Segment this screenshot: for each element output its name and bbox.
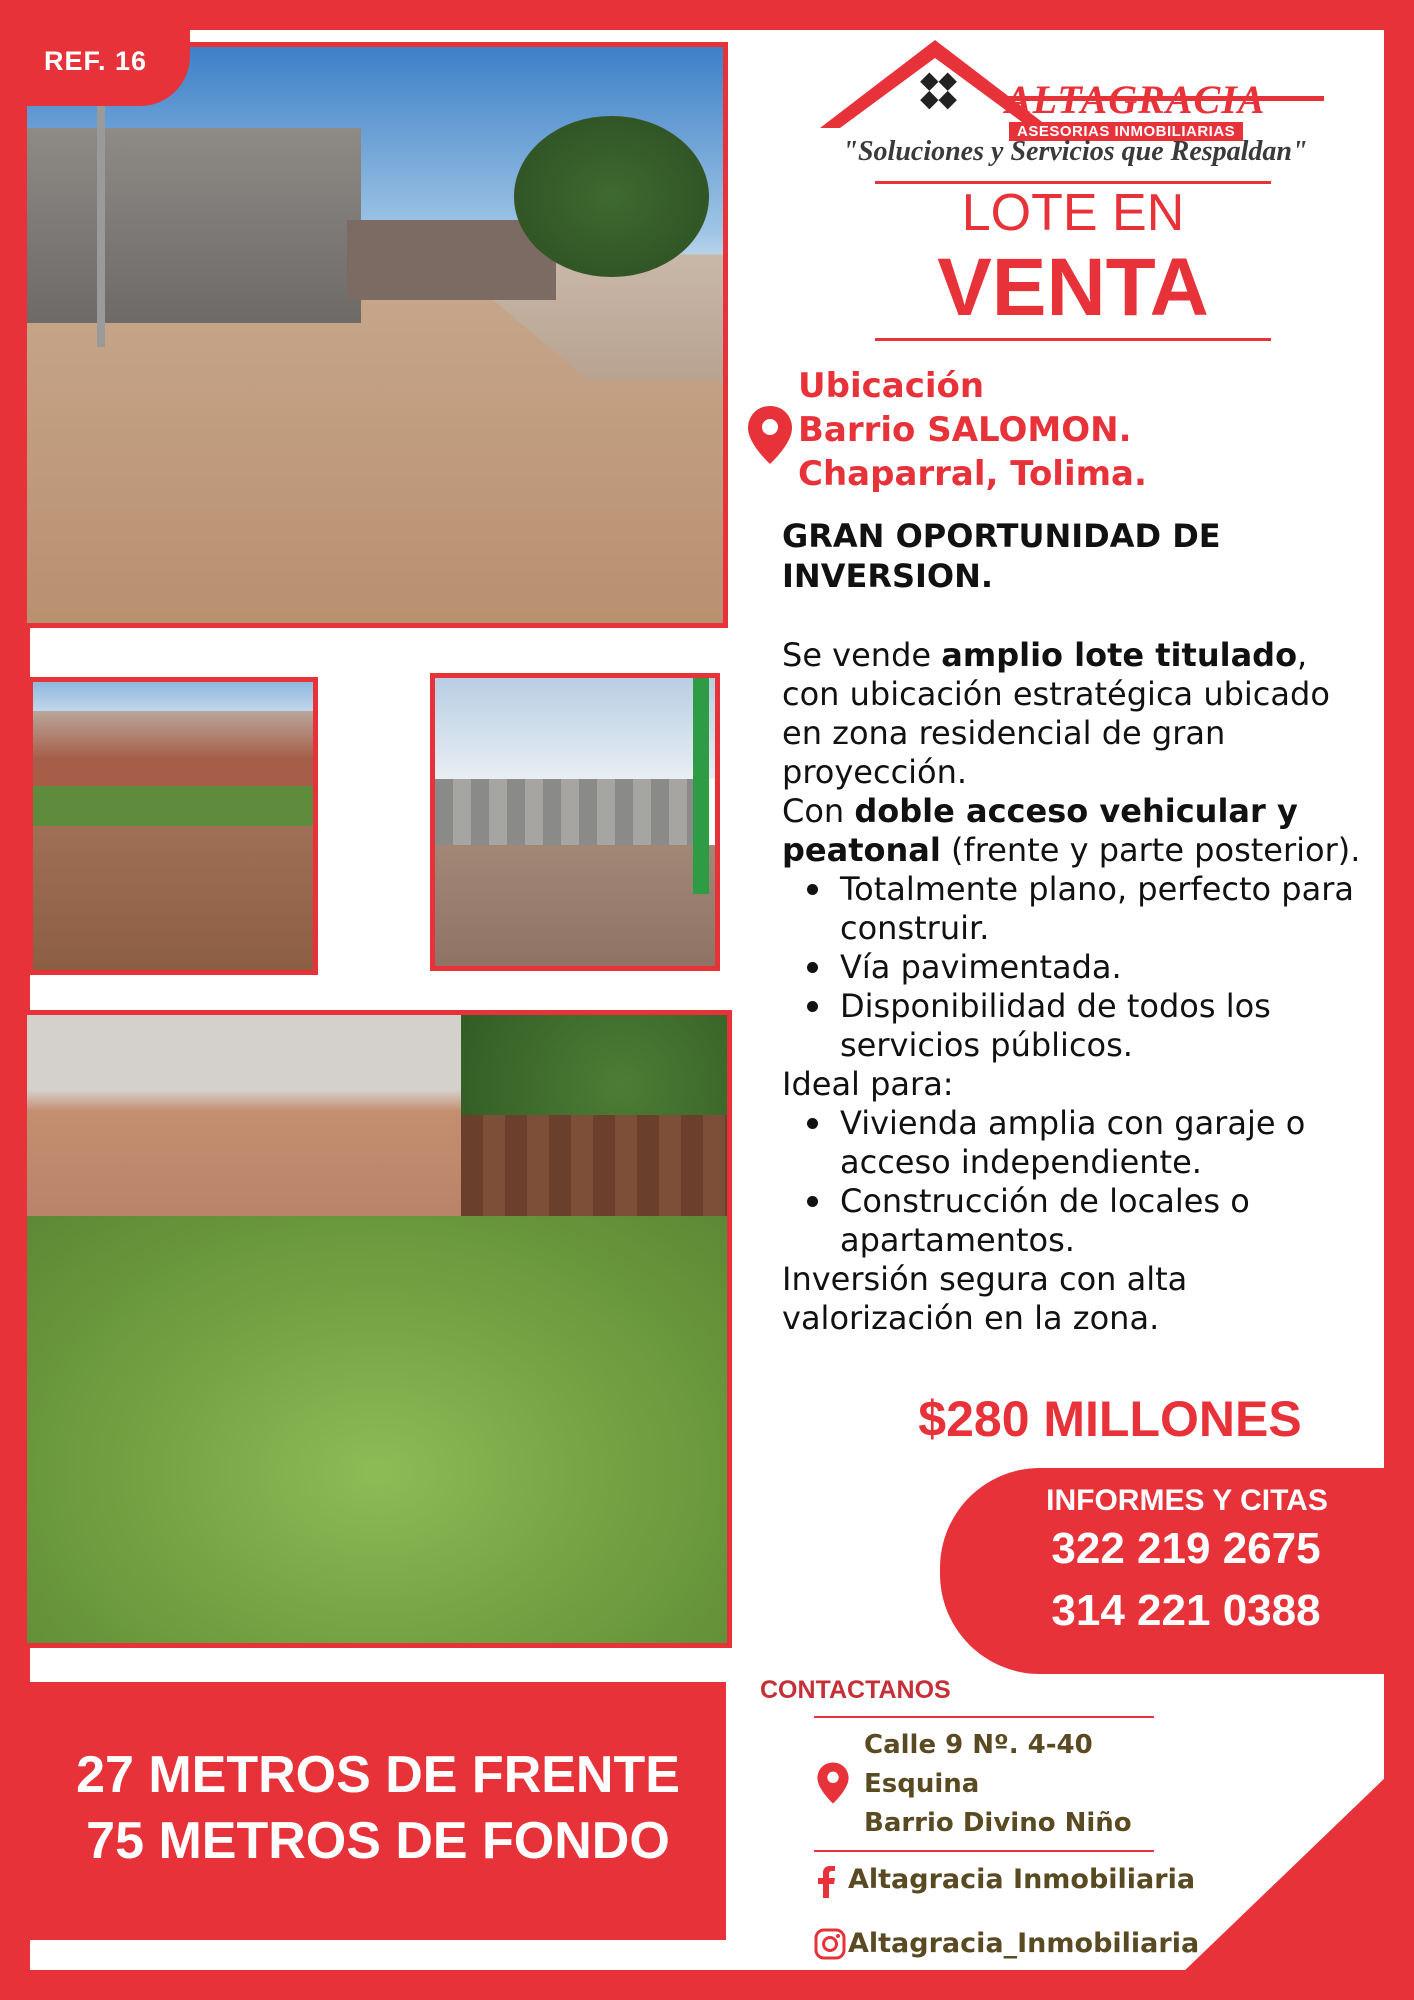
list-item: Construcción de locales o apartamentos. bbox=[782, 1182, 1362, 1260]
location-line1: Barrio SALOMON. bbox=[798, 410, 1132, 450]
logo-slogan: "Soluciones y Servicios que Respaldan" bbox=[842, 136, 1308, 167]
text: Se vende bbox=[782, 636, 942, 674]
lot-photo-wall bbox=[28, 677, 318, 975]
list-item: Vía pavimentada. bbox=[782, 948, 1362, 987]
dimension-depth: 75 METROS DE FONDO bbox=[86, 1812, 670, 1870]
instagram-icon[interactable] bbox=[814, 1928, 846, 1960]
logo-subtitle: ASESORIAS INMOBILIARIAS bbox=[1009, 122, 1243, 141]
location-block bbox=[798, 364, 1147, 496]
dimension-front: 27 METROS DE FRENTE bbox=[76, 1746, 680, 1804]
instagram-link[interactable]: Altagracia_Inmobiliaria bbox=[848, 1928, 1200, 1959]
address-line: Calle 9 Nº. 4-40 bbox=[864, 1730, 1093, 1760]
phone-link[interactable]: 314 221 0388 bbox=[1051, 1586, 1321, 1635]
facebook-link[interactable]: Altagracia Inmobiliaria bbox=[848, 1864, 1196, 1895]
contact-title: CONTACTANOS bbox=[760, 1676, 951, 1704]
diamond-logo-icon bbox=[920, 73, 957, 110]
features-list bbox=[782, 870, 1362, 1065]
text: (frente y parte posterior). bbox=[940, 831, 1361, 869]
lot-photo-fence bbox=[430, 673, 720, 971]
informes-title: INFORMES Y CITAS bbox=[1046, 1484, 1328, 1517]
description bbox=[782, 516, 1362, 1338]
description-closing: Inversión segura con alta valorización en la zona. bbox=[782, 1260, 1188, 1337]
list-item: Disponibilidad de todos los servicios públicos. bbox=[782, 987, 1362, 1065]
main-lot-photo bbox=[22, 42, 728, 628]
ideal-label: Ideal para: bbox=[782, 1065, 954, 1103]
informes-panel bbox=[940, 1468, 1414, 1674]
headline-venta: VENTA bbox=[937, 242, 1209, 333]
list-item: Vivienda amplia con garaje o acceso independiente. bbox=[782, 1104, 1362, 1182]
list-item: Totalmente plano, perfecto para construir. bbox=[782, 870, 1362, 948]
description-p2 bbox=[782, 792, 1362, 870]
text-bold: amplio lote titulado bbox=[941, 636, 1298, 674]
address-block bbox=[864, 1726, 1132, 1843]
price: $280 MILLONES bbox=[918, 1391, 1302, 1447]
address-line: Barrio Divino Niño bbox=[864, 1808, 1132, 1838]
description-lead: GRAN OPORTUNIDAD DE INVERSION. bbox=[782, 517, 1221, 595]
logo-name: ALTAGRACIA bbox=[1005, 77, 1266, 122]
phone-link[interactable]: 322 219 2675 bbox=[1051, 1524, 1321, 1573]
text-bold: doble acceso vehicular y peatonal bbox=[782, 792, 1298, 869]
divider bbox=[814, 1850, 1154, 1852]
text: Con bbox=[782, 792, 855, 830]
address-line: Esquina bbox=[864, 1769, 980, 1799]
location-label: Ubicación bbox=[798, 366, 985, 406]
location-pin-icon bbox=[746, 404, 794, 466]
facebook-icon[interactable] bbox=[816, 1866, 836, 1898]
location-line2: Chaparral, Tolima. bbox=[798, 454, 1147, 494]
reference-tag: REF. 16 bbox=[0, 0, 190, 106]
lot-photo-grass bbox=[22, 1010, 732, 1648]
dimensions-panel bbox=[30, 1682, 726, 1940]
description-p1 bbox=[782, 636, 1362, 792]
company-logo bbox=[815, 36, 1325, 176]
divider bbox=[875, 338, 1271, 341]
text: , con ubicación estratégica ubicado en zona residencial de gran proyección. bbox=[782, 636, 1330, 791]
divider bbox=[814, 1716, 1154, 1718]
location-pin-icon bbox=[816, 1760, 850, 1806]
headline-lote: LOTE EN bbox=[961, 184, 1185, 242]
corner-decoration bbox=[1154, 1750, 1414, 2000]
ideal-list bbox=[782, 1104, 1362, 1260]
